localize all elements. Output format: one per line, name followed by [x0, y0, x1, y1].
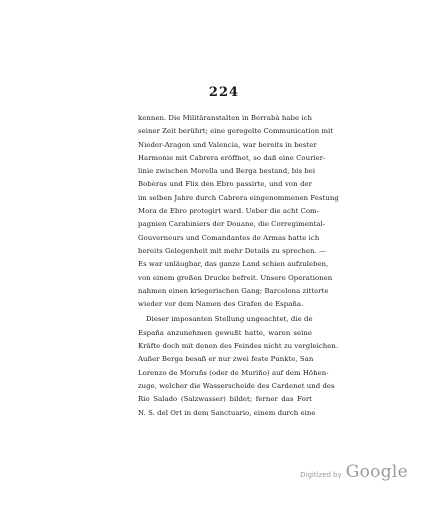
text-line: zuge, welcher die Wasserscheide des Cardenet und des [138, 381, 335, 390]
paragraph-2 [138, 313, 339, 419]
text-line: kennen. Die Militäranstalten in Berrabà habe ich [138, 114, 313, 122]
text-line: Kräfte doch mit denen des Feindes nicht zu vergleichen. [138, 342, 339, 351]
text-line: linie zwischen Morella und Berga bestand, bis bei [138, 167, 316, 176]
text-line: bereits Gelegenheit mit mehr Details zu sprechen. — [138, 246, 327, 255]
text-line: Außer Berga besaß er nur zwei feste Punkte, San [138, 355, 314, 364]
text-line: Bobèras und Flix den Ebro passirte, und von der [138, 180, 312, 189]
page-number: 224 [208, 85, 240, 100]
text-line: Es war unläugbar, das ganze Land schien aufzuleben, [138, 260, 329, 269]
paragraph-1 [138, 112, 339, 311]
text-line: España anzunehmen gewußt hatte, waren seine [138, 328, 312, 337]
watermark-prefix: Digitized by [300, 471, 342, 479]
text-line: pagnien Carabiniers der Douane, die Corregimental- [138, 220, 326, 229]
text-line: Gouverneurs und Comandantes de Armas hatte ich [138, 233, 320, 242]
body-text [138, 112, 339, 420]
text-line: Nieder-Aragon und Valencia, war bereits in bester [138, 140, 317, 149]
text-line: Dieser imposanten Stellung ungeachtet, die de [146, 315, 313, 324]
text-line: wieder vor dem Namen des Grafen de España. [138, 300, 304, 309]
text-line: Mora de Ebro protegirt ward. Ueber die acht Com- [138, 207, 319, 216]
text-line: Harmonie mit Cabrera eröffnet, so daß eine Courier- [138, 153, 326, 162]
text-line: von einem großen Drucke befreit. Unsere Operationen [138, 273, 333, 282]
text-line: Lorenzo de Moruñs (oder de Muriño) auf dem Höhen- [138, 368, 329, 377]
text-line: nahmen einen kriegerischen Gang; Barcelona zitterte [138, 286, 329, 295]
google-watermark [300, 462, 408, 482]
text-line: N. S. del Ort in dem Sanctuario, einem durch eine [138, 408, 316, 417]
text-line: seiner Zeit berührt; eine geregelte Communication mit [138, 127, 334, 136]
text-line: Rio Salado (Salzwasser) bildet; ferner das Fort [138, 395, 312, 404]
text-line: im selben Jahre durch Cabrera eingenommenen Festung [138, 193, 339, 202]
google-logo: Google [345, 462, 408, 482]
